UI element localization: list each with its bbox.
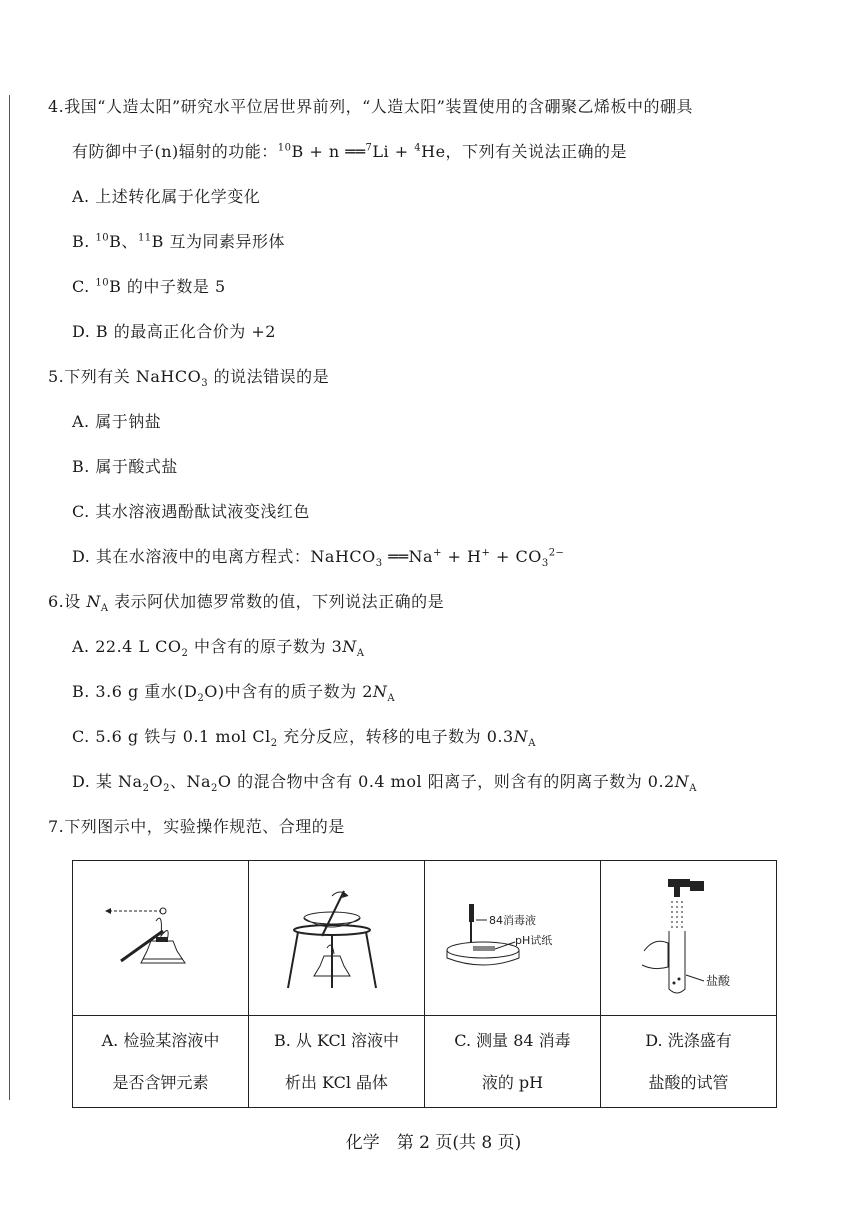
q6-option-b: B. 3.6 g 重水$(D_2O)$中含有的质子数为 $2N_A$ [72,682,396,705]
page-footer: 化学 第 2 页(共 8 页) [345,1133,522,1153]
caption-c: C. 测量 84 消毒 液的 pH [425,1016,601,1108]
q6-stem: 6.设 $N_A$ 表示阿伏加德罗常数的值，下列说法正确的是 [48,592,445,615]
label-hcl: 盐酸 [705,974,730,988]
label-ph-paper: pH试纸 [514,934,552,947]
caption-d: D. 洗涤盛有 盐酸的试管 [601,1016,777,1108]
q4-stem-line2: 有防御中子(n)辐射的功能：$^{10}$B + n ══$^7$Li + $^4$He，下列有关说法正确的是 [72,142,628,161]
q6-option-c: C. 5.6 g 铁与 0.1 mol $Cl_2$ 充分反应，转移的电子数为 $0.3N_A$ [72,727,536,750]
figure-d-cell [601,861,777,1016]
q4-option-b: B. $^{10}$B、$^{11}$B 互为同素异形体 [72,232,286,251]
washing-illustration [624,871,754,1001]
ph-test-illustration [443,886,583,986]
q7-stem: 7.下列图示中，实验操作规范、合理的是 [48,817,345,836]
q4-stem-line1: 4.我国“人造太阳”研究水平位居世界前列，“人造太阳”装置使用的含硼聚乙烯板中的硼具 [48,97,693,116]
caption-a: A. 检验某溶液中 是否含钾元素 [73,1016,249,1108]
q5-option-a: A. 属于钠盐 [72,412,162,431]
figure-b-cell [249,861,425,1016]
evaporation-illustration [272,876,402,996]
q4-option-c: C. $^{10}$B 的中子数是 5 [72,277,226,296]
q4-option-d: D. B 的最高正化合价为 +2 [72,322,276,341]
q5-option-b: B. 属于酸式盐 [72,457,178,476]
q6-option-a: A. 22.4 L $CO_2$ 中含有的原子数为 $3N_A$ [72,637,365,660]
flame-test-illustration [101,881,221,991]
q5-option-d: D. 其在水溶液中的电离方程式：NaHCO$_3$ ══Na+ + $H^+ + CO_3^{2-}$ [72,547,565,570]
q6-option-d: D. 某 $Na_2O_2$、$Na_2O$ 的混合物中含有 0.4 mol 阳离子，则含有的阴离子数为 $0.2N_A$ [72,772,697,795]
figure-a-cell [73,861,249,1016]
q7-figure-table [72,860,777,1108]
margin-line [9,95,10,1100]
q5-stem: 5.下列有关 NaHCO$_3$ 的说法错误的是 [48,367,330,390]
label-84: 84消毒液 [488,914,536,927]
figure-c-cell [425,861,601,1016]
q5-option-c: C. 其水溶液遇酚酞试液变浅红色 [72,502,310,521]
q4-option-a: A. 上述转化属于化学变化 [72,187,261,206]
caption-b: B. 从 KCl 溶液中 析出 KCl 晶体 [249,1016,425,1108]
